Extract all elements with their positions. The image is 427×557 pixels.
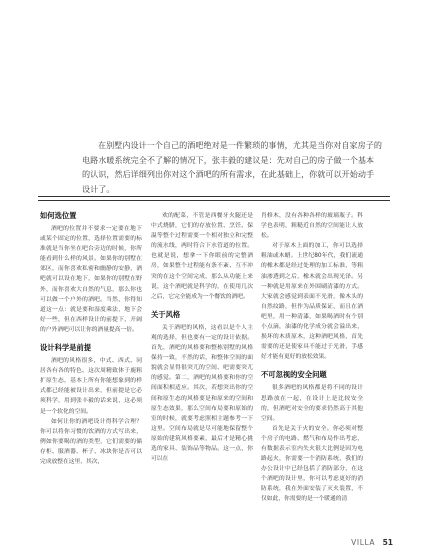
article-column-1 (40, 211, 142, 467)
body-paragraph: 肖修木，没有各种各样的玻璃瓶子。科学也表明，粗糙近自然的空间能让人放松。 (261, 213, 363, 240)
body-paragraph: 如何让你的酒吧设计得科学合理？你可以将你习惯的饮酒的方式写出来，例如你要喝的酒的类型，它们需要的储存柜、服酒器、杯子、冰块你是否可以完成放整在这里，其次， (40, 418, 142, 465)
body-paragraph: 关于酒吧的风格，这看以是个人主观的选择，但也要有一定的设计依据。首先，酒吧的风格要和整栋别墅的风格保持一致，不然的话，和整体空间的面貌就会显得很突兀的空间、吧需要突兀的感觉。第二，酒吧的风格要和你的空间面积相适应。其次，若想突出你的空间和原生态的风格要是和原来的空间和原生态效果，那么空间布局要和原始的室的时候，就要考虑照相主题参考一下这里。空间布局就是尽可能地保留整个原始的建筑风格要素，最后才是精心挑选的家具、装饰品等物品。这一点，你可以在 (151, 324, 253, 463)
page-number: 51 (382, 538, 393, 547)
intro-paragraph (82, 138, 382, 196)
section-heading-location: 如何选位置 (40, 211, 77, 220)
article-column-2 (151, 211, 253, 464)
body-paragraph: 首先是关于火的安全。你必须对整个房子的电路、燃气和布局作出考虑，有数据表示室内失火很大比例是因为电路起火，你需要一个消防系统，我们的办公设计中已经包括了消防部分，在这个酒吧的设计里，你可以考虑更好的消防系统，我在外面安装了灭火装置，不仅如此，你需要的是一个暖通的清 (261, 425, 363, 503)
page-footer (351, 538, 393, 547)
body-paragraph: 对于原木上面的加工，你可以选择粗油或木蜡。上世纪80年代，我们流通的橡木都是经过处理的加工标准，等粗油渗透到之后，橡木就会出现光泽。另一种就是用原来在外围刷清漆的方式。大家就会感觉到表面不光滑，像木头的自然纹路，但作为品质保证，而且在酒吧里，用一种清漆，如果喝酒时有个别小点滴，油漆的化学成分就会溢出来，损坏的木质原木，这种酒吧风格，首先需要的还是使家具不能过于光滑，手感好才能有更好的放松效果。 (261, 243, 363, 361)
body-paragraph: 酒吧的风格很多，中式、西式、同居各有各的特色。这次周精致体于鹿粗扩原生态，基本上所有你能想象到的样式都已经能被设计出来，但前提是它必须科学，用到张丰毅的话来说，这必须是一个软化的空间。 (40, 358, 142, 415)
divider-bottom (38, 200, 390, 201)
magazine-brand: VILLA (351, 538, 376, 547)
intro-text: 在别墅内设计一个自己的酒吧绝对是一件繁琐的事情，尤其是当你对自家房子的电路水暖系统完全不了解的情况下，张丰毅的建议是：先对自己的房子做一个基本的认识，然后详细列出你对这个酒吧的所有需求，在此基础上，你就可以开始动手设计了。 (82, 140, 382, 194)
body-paragraph: 欢的配菜，不管是西餐牙火腿还是中式烧腊，它们的存放位置、烹饪、保温等整个过程需要一个相对独立和完整的流水线，两时符合下水管道的位置。也就是说，想拿一下你眼前的完整酒房，如果整个过程能有条不紊、互不冲突的在这个空间完成，那么从功能上来说，这个酒吧就是科学的，在使用几次之后，它完全能成为一个餐饮的酒吧。 (151, 213, 253, 300)
section-heading-style: 关于风格 (151, 309, 181, 319)
divider-top (38, 196, 390, 197)
section-heading-design: 设计科学是前提 (40, 343, 92, 353)
article-column-3 (261, 211, 363, 505)
body-paragraph: 酒吧的位置并不要求一定要在地下或某个固定的位置，选择位置需要的标准就是当你坐在吧台旁边的时候，你所能看到什么样的风景。如果你的别墅在郊区，而你喜欢私密和幽静的安静，酒吧就可以设在地下，如果你的别墅在野外，而你喜欢大自然的气息，那么你也可以做一个户外的酒吧。当然，你得知道这一点：就是要和湿度乘法，地下会好一些，但在西样设计的前提下，开阔的户外酒吧可以让你的酒量提高一倍。 (40, 226, 142, 333)
body-paragraph: 很多酒吧的风格都是将不同的设计思路放在一起，在设计上是比较安全的，但酒吧对安全的要求仍然高于其他空间。 (261, 385, 363, 422)
section-heading-safety: 不可忽视的安全问题 (261, 370, 327, 380)
